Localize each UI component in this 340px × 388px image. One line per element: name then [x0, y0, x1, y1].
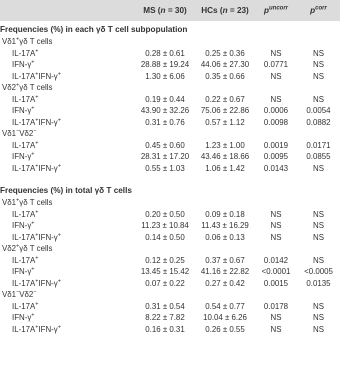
row-label: IL-17A+IFN-γ+ — [12, 231, 61, 242]
table-row — [0, 94, 340, 106]
header-ms: MS (n = 30) — [143, 6, 187, 15]
cell-p-corr: 0.0054 — [306, 106, 331, 115]
cell-p-uncorr: 0.0178 — [263, 301, 289, 311]
cell-ms: 0.12 ± 0.25 — [145, 255, 185, 265]
cell-ms: 0.55 ± 1.03 — [145, 163, 185, 173]
cell-p-uncorr: 0.0142 — [263, 255, 289, 265]
row-label: IL-17A+ — [12, 47, 39, 58]
subgroup-row — [0, 128, 340, 140]
subgroup-row — [0, 289, 340, 301]
cell-hcs: 0.09 ± 0.18 — [205, 209, 245, 219]
table-row — [0, 163, 340, 175]
cell-p-uncorr: 0.0095 — [263, 152, 289, 161]
row-label: IL-17A+ — [12, 93, 39, 104]
table-row — [0, 59, 340, 71]
cell-p-uncorr: 0.0015 — [263, 278, 289, 288]
subgroup-label: Vδ1−Vδ2− — [2, 289, 37, 299]
cell-p-uncorr: 0.0019 — [263, 140, 289, 150]
row-label: IL-17A+IFN-γ+ — [12, 162, 61, 173]
cell-p-uncorr: NS — [270, 232, 282, 242]
cell-ms: 0.31 ± 0.76 — [145, 117, 185, 127]
table-row — [0, 71, 340, 83]
cell-p-corr: NS — [313, 71, 324, 81]
section-spacer — [0, 174, 340, 182]
cell-hcs: 41.16 ± 22.82 — [200, 267, 250, 276]
cell-hcs: 0.27 ± 0.42 — [205, 278, 245, 288]
header-p-corr: $p^{corr}$ — [310, 5, 327, 15]
subgroup-row — [0, 243, 340, 255]
cell-hcs: 75.06 ± 22.86 — [200, 106, 250, 115]
table-row — [0, 151, 340, 163]
cell-p-corr: NS — [313, 48, 324, 58]
table-row — [0, 312, 340, 324]
table-header-row — [0, 0, 340, 21]
cell-p-uncorr: NS — [270, 313, 282, 322]
section-title: Frequencies (%) in total γδ T cells — [0, 186, 132, 195]
cell-p-uncorr: NS — [270, 221, 282, 230]
cell-p-uncorr: NS — [270, 94, 282, 104]
section-heading-row — [0, 21, 340, 36]
cell-hcs: 43.46 ± 18.66 — [200, 152, 250, 161]
subgroup-label: Vδ1+γδ T cells — [2, 36, 53, 46]
cell-ms: 0.16 ± 0.31 — [145, 324, 185, 334]
table-row — [0, 278, 340, 290]
section-heading-row — [0, 182, 340, 197]
subgroup-row — [0, 82, 340, 94]
table-row — [0, 117, 340, 129]
cell-p-corr: 0.0882 — [306, 117, 331, 127]
cell-p-corr: NS — [313, 163, 324, 173]
cell-p-uncorr: <0.0001 — [261, 267, 291, 276]
table-row — [0, 255, 340, 267]
cell-p-corr: NS — [313, 301, 324, 311]
cell-ms: 0.14 ± 0.50 — [145, 232, 185, 242]
cell-hcs: 11.43 ± 16.29 — [201, 221, 249, 230]
cell-ms: 28.88 ± 19.24 — [140, 60, 190, 69]
subgroup-row — [0, 36, 340, 48]
table-row — [0, 209, 340, 221]
subgroup-label: Vδ1+γδ T cells — [2, 197, 53, 207]
row-label: IL-17A+ — [12, 254, 39, 265]
row-label: IFN-γ+ — [12, 105, 35, 115]
subgroup-label: Vδ2+γδ T cells — [2, 82, 53, 92]
row-label: IL-17A+ — [12, 139, 39, 150]
row-label: IFN-γ+ — [12, 266, 35, 276]
cell-p-uncorr: NS — [270, 71, 282, 81]
cell-hcs: 44.06 ± 27.30 — [200, 60, 250, 69]
row-label: IL-17A+ — [12, 300, 39, 311]
cell-ms: 0.45 ± 0.60 — [145, 140, 185, 150]
cell-p-corr: 0.0135 — [306, 278, 331, 288]
cell-p-uncorr: 0.0771 — [263, 60, 289, 69]
table-row — [0, 301, 340, 313]
cell-ms: 43.90 ± 32.26 — [140, 106, 190, 115]
cell-p-corr: 0.0171 — [306, 140, 331, 150]
table-row — [0, 266, 340, 278]
cell-p-corr: NS — [313, 221, 324, 230]
cell-p-uncorr: NS — [270, 324, 282, 334]
cell-p-uncorr: NS — [270, 48, 282, 58]
subgroup-label: Vδ1−Vδ2− — [2, 128, 37, 138]
header-hcs: HCs (n = 23) — [201, 6, 249, 15]
table-row — [0, 48, 340, 60]
cell-p-uncorr: NS — [270, 209, 282, 219]
row-label: IL-17A+IFN-γ+ — [12, 116, 61, 127]
cell-ms: 0.19 ± 0.44 — [145, 94, 185, 104]
cell-p-corr: NS — [313, 94, 324, 104]
row-label: IFN-γ+ — [12, 220, 35, 230]
cell-hcs: 0.57 ± 1.12 — [205, 117, 245, 127]
cell-hcs: 10.04 ± 6.26 — [203, 313, 247, 322]
header-label-column — [0, 0, 135, 21]
cell-ms: 13.45 ± 15.42 — [140, 267, 190, 276]
cell-p-corr: NS — [313, 232, 324, 242]
cell-p-uncorr: 0.0006 — [263, 106, 289, 115]
cell-hcs: 1.06 ± 1.42 — [205, 163, 245, 173]
cell-p-corr: <0.0005 — [304, 267, 333, 276]
cell-hcs: 0.37 ± 0.67 — [205, 255, 245, 265]
cell-hcs: 0.26 ± 0.55 — [205, 324, 245, 334]
cell-p-uncorr: 0.0098 — [263, 117, 289, 127]
cell-hcs: 0.54 ± 0.77 — [205, 301, 245, 311]
row-label: IL-17A+IFN-γ+ — [12, 323, 61, 334]
row-label: IFN-γ+ — [12, 151, 35, 161]
cell-p-corr: NS — [313, 324, 324, 334]
cell-ms: 0.20 ± 0.50 — [145, 209, 185, 219]
cell-hcs: 0.25 ± 0.36 — [205, 48, 245, 58]
subgroup-label: Vδ2+γδ T cells — [2, 243, 53, 253]
cell-ms: 0.28 ± 0.61 — [145, 48, 185, 58]
cell-ms: 0.07 ± 0.22 — [145, 278, 185, 288]
table-body — [0, 21, 340, 335]
row-label: IL-17A+IFN-γ+ — [12, 277, 61, 288]
table-row — [0, 220, 340, 232]
table-row — [0, 324, 340, 336]
cell-ms: 28.31 ± 17.20 — [140, 152, 190, 161]
row-label: IFN-γ+ — [12, 312, 35, 322]
cell-hcs: 0.35 ± 0.66 — [205, 71, 245, 81]
cell-ms: 8.22 ± 7.82 — [145, 313, 185, 322]
cell-ms: 0.31 ± 0.54 — [145, 301, 185, 311]
cell-p-uncorr: 0.0143 — [263, 163, 289, 173]
cell-p-corr: NS — [313, 255, 324, 265]
section-title: Frequencies (%) in each γδ T cell subpopulation — [0, 25, 188, 34]
cell-p-corr: NS — [313, 313, 324, 322]
cell-ms: 1.30 ± 6.06 — [145, 71, 185, 81]
cell-hcs: 1.23 ± 1.00 — [205, 140, 245, 150]
row-label: IL-17A+ — [12, 208, 39, 219]
cell-p-corr: NS — [313, 60, 324, 69]
table-row — [0, 105, 340, 117]
cell-hcs: 0.22 ± 0.67 — [205, 94, 245, 104]
subgroup-row — [0, 197, 340, 209]
table-row — [0, 232, 340, 244]
row-label: IFN-γ+ — [12, 59, 35, 69]
cell-p-corr: NS — [313, 209, 324, 219]
table-row — [0, 140, 340, 152]
header-p-uncorr: $p^{uncorr}$ — [263, 5, 289, 15]
cell-ms: 11.23 ± 10.84 — [141, 221, 189, 230]
cell-p-corr: 0.0855 — [306, 152, 331, 161]
cell-hcs: 0.06 ± 0.13 — [205, 232, 245, 242]
row-label: IL-17A+IFN-γ+ — [12, 70, 61, 81]
